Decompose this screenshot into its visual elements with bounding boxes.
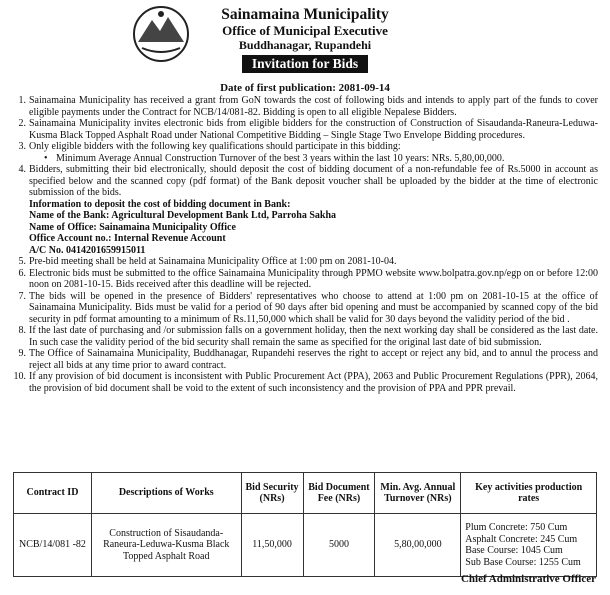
- clause-9: 9. The Office of Sainamaina Municipality, Buddhanagar, Rupandehi reserves the right to accept or reject any bid, and to annul the process and reject all bids at any time prior to award contract.: [18, 348, 598, 371]
- clause-5: 5. Pre-bid meeting shall be held at Sainamaina Municipality Office at 1:00 pm on 2081-10-04.: [18, 256, 397, 267]
- col-doc-fee: Bid Document Fee (NRs): [303, 473, 375, 514]
- clause-3: 3. Only eligible bidders with the following key qualifications should participate in this bidding:: [18, 141, 401, 152]
- clause-text: Bidders, submitting their bid electronically, should deposit the cost of bidding document of a non-refundable fee of Rs.5000 in account as specified below and the scanned copy (pdf format) of the Bank deposit voucher shall be uploaded by the bidder at the time of electronic submission of the bids.: [29, 164, 598, 198]
- table-header-row: [14, 473, 597, 514]
- activity-item: Sub Base Course: 1255 Cum: [465, 556, 581, 568]
- activity-item: Asphalt Concrete: 245 Cum: [465, 533, 578, 545]
- clause-text: Sainamaina Municipality has received a grant from GoN towards the cost of following bids and intends to apply part of the funds to cover eligible payments under the Contract for NCB/14/081-82. Bidding is open to all eligible Nepalese Bidders.: [29, 95, 598, 118]
- cell-turnover: 5,80,00,000: [375, 514, 461, 577]
- office-location: Buddhanagar, Rupandehi: [238, 38, 372, 52]
- office-account-type: Office Account no.: Internal Revenue Account: [29, 233, 226, 244]
- office-account-name: Name of Office: Sainamaina Municipality Office: [29, 221, 236, 233]
- col-bid-security: Bid Security (NRs): [241, 473, 303, 514]
- qualification-bullet: [12, 153, 598, 165]
- signatory-title: Chief Administrative Officer: [460, 573, 596, 585]
- cell-doc-fee: 5000: [303, 514, 375, 577]
- bank-name: Name of the Bank: Agricultural Development Bank Ltd, Parroha Sakha: [29, 210, 337, 221]
- cell-description: Construction of Sisaudanda-Raneura-Leduwa-Kusma Black Topped Asphalt Road: [91, 514, 241, 577]
- bullet-icon: •: [44, 152, 48, 164]
- clause-text: The bids will be opened in the presence of Bidders' representatives who choose to attend at 1:00 pm on 2081-10-15 at the office of Sainamaina Municipality. Bids must be valid for a period of 90 days after bid opening and must be accompanied by scanned copy of the bid security in pdf format amounting to a minimum of Rs.11,50,000 which shall be valid for 30 days beyond the validity period of the bid .: [29, 290, 598, 325]
- notice-body: [12, 95, 598, 394]
- clause-1: 1. Sainamaina Municipality has received a grant from GoN towards the cost of following bids and intends to apply part of the funds to cover eligible payments under the Contract for NCB/14/081-82. Bidding is open to all eligible Nepalese Bidders.: [18, 95, 598, 118]
- clause-7: 7. The bids will be opened in the presence of Bidders' representatives who choose to attend at 1:00 pm on 2081-10-15 at the office of Sainamaina Municipality. Bids must be valid for a period of 90 days after bid opening and must be accompanied by scanned copy of the bid security in pdf format amounting to a minimum of Rs.11,50,000 which shall be valid for 30 days beyond the validity period of the bid .: [18, 290, 598, 325]
- cell-bid-security: 11,50,000: [241, 514, 303, 577]
- account-number: A/C No. 0414201659915011: [29, 244, 146, 256]
- office-name: Office of Municipal Executive: [222, 23, 388, 38]
- clause-text: Electronic bids must be submitted to the office Sainamaina Municipality through PPMO website www.bolpatra.gov.np/egp on or before 12:00 noon on 2081-10-15. Bids received after this deadline will be rejected.: [29, 267, 598, 290]
- col-activities: Key activities production rates: [461, 473, 597, 514]
- clause-2: 2. Sainamaina Municipality invites electronic bids from eligible bidders for the construction of Construction of Sisaudanda-Raneura-Leduwa-Kusma Black Topped Asphalt Road under National Competitive Bidding – Single Stage Two Envelope Bidding procedures.: [18, 118, 598, 141]
- bid-table: [13, 472, 597, 577]
- clause-text: Only eligible bidders with the following key qualifications should participate in this bidding:: [29, 141, 401, 152]
- notice-title: Invitation for Bids: [242, 55, 368, 73]
- letterhead: [0, 6, 610, 73]
- col-description: Descriptions of Works: [91, 473, 241, 514]
- clause-10: 10. If any provision of bid document is inconsistent with Public Procurement Act (PPA), 2063 and Public Procurement Regulations (PPR), 2064, the provision of bid document shall be void to the extent of such inconsistency and the provision of PPA and PPR prevail.: [13, 371, 598, 394]
- activity-item: Plum Concrete: 750 Cum: [465, 522, 568, 533]
- activity-item: Base Course: 1045 Cum: [465, 545, 563, 556]
- org-name: Sainamaina Municipality: [221, 6, 389, 23]
- clause-text: Sainamaina Municipality invites electronic bids from eligible bidders for the construction of Construction of Sisaudanda-Raneura-Leduwa-Kusma Black Topped Asphalt Road under National Competitive Bidding – Single Stage Two Envelope Bidding procedures.: [29, 118, 598, 141]
- publication-date: Date of first publication: 2081-09-14: [220, 82, 390, 94]
- bank-info-heading: Information to deposit the cost of bidding document in Bank:: [29, 198, 291, 210]
- clause-text: If any provision of bid document is inconsistent with Public Procurement Act (PPA), 2063 and Public Procurement Regulations (PPR), 2064, the provision of bid document shall be void to the extent of such inconsistency and the provision of PPA and PPR prevail.: [29, 371, 598, 394]
- bullet-text: Minimum Average Annual Construction Turnover of the best 3 years within the last 10 years: NRs. 5,80,00,000.: [56, 152, 505, 164]
- clause-text: If the last date of purchasing and /or submission falls on a government holiday, then the next working day shall be considered as the last date. In such case the validity period of the bid security shall remain the same as specified for the original last date of bid submission.: [29, 325, 598, 348]
- clause-6: 6. Electronic bids must be submitted to the office Sainamaina Municipality through PPMO website www.bolpatra.gov.np/egp on or before 12:00 noon on 2081-10-15. Bids received after this deadline will be rejected.: [18, 267, 598, 290]
- col-contract-id: Contract ID: [14, 473, 92, 514]
- cell-contract-id: NCB/14/081 -82: [14, 514, 92, 577]
- clause-text: Pre-bid meeting shall be held at Sainamaina Municipality Office at 1:00 pm on 2081-10-04.: [29, 256, 397, 267]
- clause-text: The Office of Sainamaina Municipality, Buddhanagar, Rupandehi reserves the right to accept or reject any bid, and to annul the process and reject all bids at any time prior to award contract.: [29, 348, 598, 371]
- col-turnover: Min. Avg. Annual Turnover (NRs): [375, 473, 461, 514]
- clause-4: 4. Bidders, submitting their bid electronically, should deposit the cost of bidding document of a non-refundable fee of Rs.5000 in account as specified below and the scanned copy (pdf format) of the Bank deposit voucher shall be uploaded by the bidder at the time of electronic submission of the bids.: [18, 164, 598, 198]
- table-row: [14, 514, 597, 577]
- clause-8: 8. If the last date of purchasing and /or submission falls on a government holiday, then the next working day shall be considered as the last date. In such case the validity period of the bid security shall remain the same as specified for the original last date of bid submission.: [18, 325, 598, 348]
- cell-activities: [461, 514, 597, 577]
